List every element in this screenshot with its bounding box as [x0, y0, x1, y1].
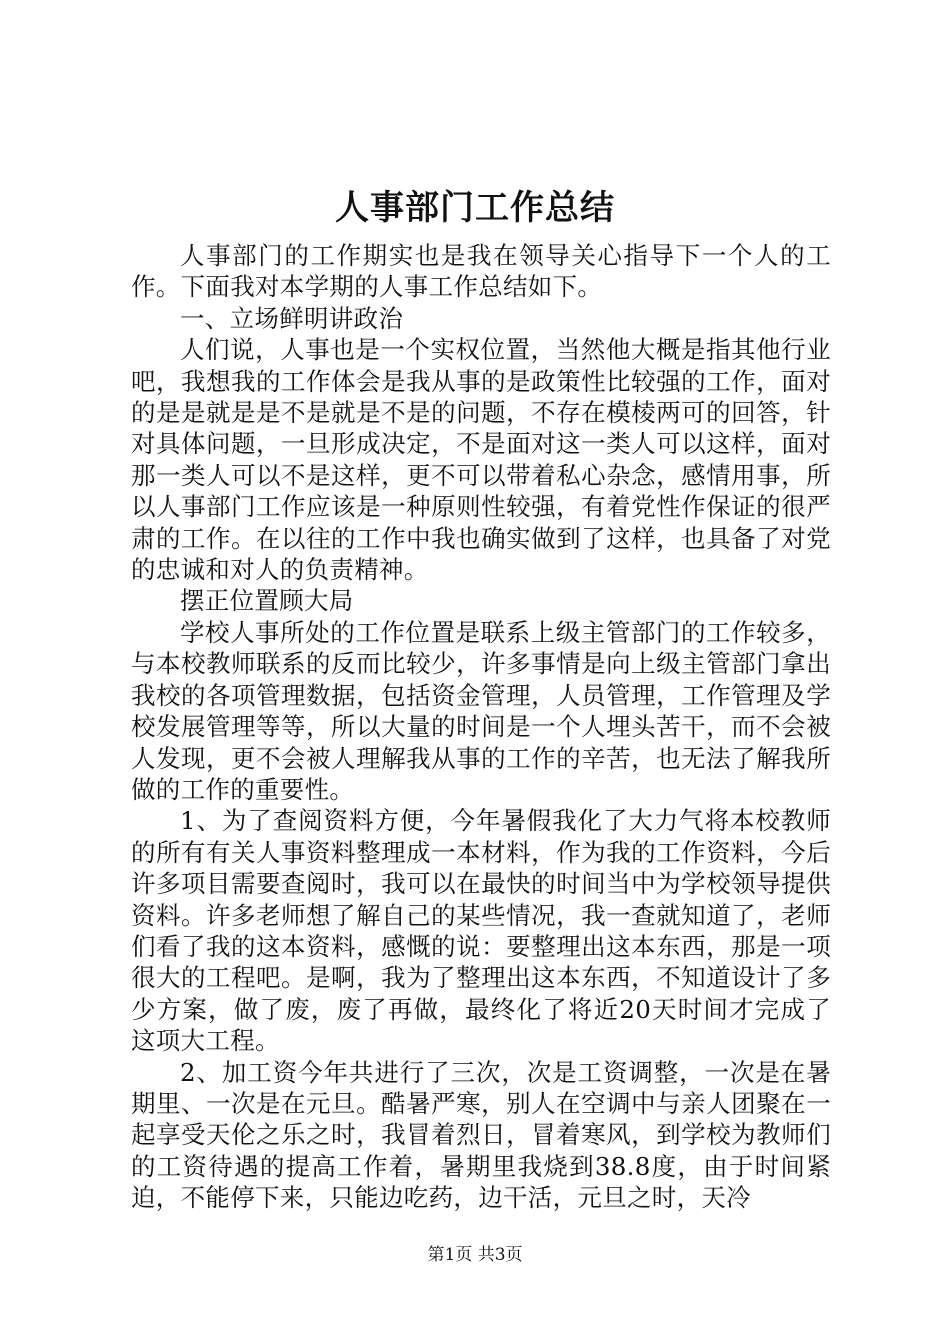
paragraph-intro: 人事部门的工作期实也是我在领导关心指导下一个人的工作。下面我对本学期的人事工作总结如下。	[131, 241, 831, 302]
page-footer: 第1页 共3页	[427, 1245, 523, 1265]
paragraph-item-2: 2、加工资今年共进行了三次，次是工资调整，一次是在暑期里、一次是在元旦。酷暑严寒，别人在空调中与亲人团聚在一起享受天伦之乐之时，我冒着烈日，冒着寒风，到学校为教师们的工资待遇的提高工作着，暑期里我烧到38.8度，由于时间紧迫，不能停下来，只能边吃药，边干活，元旦之时，天冷	[131, 1057, 831, 1213]
paragraph-item-1: 1、为了查阅资料方便，今年暑假我化了大力气将本校教师的所有有关人事资料整理成一本材料，作为我的工作资料，今后许多项目需要查阅时，我可以在最快的时间当中为学校领导提供资料。许多老师想了解自己的某些情况，我一查就知道了，老师们看了我的这本资料，感慨的说：要整理出这本东西，那是一项很大的工程吧。是啊，我为了整理出这本东西，不知道设计了多少方案，做了废，废了再做，最终化了将近20天时间才完成了这项大工程。	[131, 806, 831, 1056]
document-title: 人事部门工作总结	[335, 188, 615, 228]
document-body	[131, 240, 831, 1214]
section-heading-1: 一、立场鲜明讲政治	[180, 303, 404, 333]
section-heading-2: 摆正位置顾大局	[180, 586, 354, 616]
paragraph-politics: 人们说，人事也是一个实权位置，当然他大概是指其他行业吧，我想我的工作体会是我从事的是政策性比较强的工作，面对的是是就是是不是就是不是的问题，不存在模棱两可的回答，针对具体问题，一旦形成决定，不是面对这一类人可以这样，面对那一类人可以不是这样，更不可以带着私心杂念，感情用事，所以人事部门工作应该是一种原则性较强，有着党性作保证的很严肃的工作。在以往的工作中我也确实做到了这样，也具备了对党的忠诚和对人的负责精神。	[131, 335, 831, 585]
paragraph-position: 学校人事所处的工作位置是联系上级主管部门的工作较多，与本校教师联系的反而比较少，许多事情是向上级主管部门拿出我校的各项管理数据，包括资金管理，人员管理，工作管理及学校发展管理等等，所以大量的时间是一个人埋头苦干，而不会被人发现，更不会被人理解我从事的工作的辛苦，也无法了解我所做的工作的重要性。	[131, 617, 831, 804]
